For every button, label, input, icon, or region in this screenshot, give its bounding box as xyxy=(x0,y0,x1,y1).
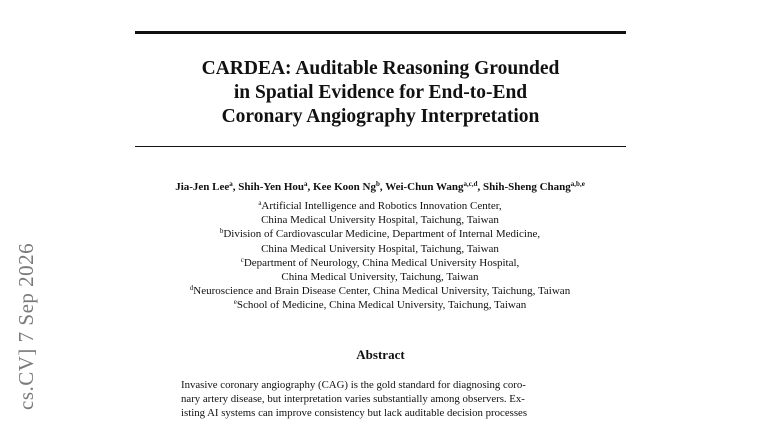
affiliation-line xyxy=(100,242,660,256)
affiliation-text: Neuroscience and Brain Disease Center, China Medical University, Taichung, Taiwan xyxy=(193,285,571,298)
affiliation-mark: b xyxy=(219,227,224,236)
abstract-line: isting AI systems can improve consistency but lack auditable decision processes xyxy=(181,407,528,420)
author-affil-mark: b xyxy=(375,180,380,188)
title-line: Coronary Angiography Interpretation xyxy=(221,106,540,127)
affiliation-line xyxy=(100,213,660,227)
affiliation-line xyxy=(100,284,660,298)
affiliation-text: China Medical University Hospital, Taichung, Taiwan xyxy=(261,242,499,255)
paper-title xyxy=(135,57,626,129)
affiliation-line xyxy=(100,256,660,270)
abstract-body xyxy=(181,378,581,421)
affiliation-line xyxy=(100,199,660,213)
affiliation-line xyxy=(100,227,660,241)
author-affil-mark: a,c,d xyxy=(463,180,478,188)
abstract-heading: Abstract xyxy=(356,347,405,362)
affiliation-mark: a xyxy=(258,199,262,207)
affiliation-text: China Medical University, Taichung, Taiwan xyxy=(281,271,479,284)
affiliation-list xyxy=(100,199,660,313)
affiliation-text: Department of Neurology, China Medical University Hospital, xyxy=(243,256,520,269)
affiliation-line xyxy=(100,270,660,284)
top-rule xyxy=(135,31,626,34)
abstract-line: Invasive coronary angiography (CAG) is the gold standard for diagnosing coro- xyxy=(181,379,526,391)
bottom-rule xyxy=(135,146,626,147)
affiliation-text: Division of Cardiovascular Medicine, Department of Internal Medicine, xyxy=(223,228,541,241)
author-separator: , xyxy=(307,181,314,193)
author-list xyxy=(100,180,660,194)
affiliation-text: China Medical University Hospital, Taichung, Taiwan xyxy=(261,214,499,227)
affiliation-line xyxy=(100,298,660,312)
affiliation-mark: d xyxy=(189,284,194,293)
title-line: CARDEA: Auditable Reasoning Grounded xyxy=(201,58,560,79)
author-name: Jia-Jen Lee xyxy=(175,181,230,193)
affiliation-text: Artificial Intelligence and Robotics Innovation Center, xyxy=(261,200,502,212)
affiliation-mark: e xyxy=(233,298,237,307)
author-affil-mark: a xyxy=(304,180,308,188)
author-name: Kee Koon Ng xyxy=(313,181,376,193)
author-name: Wei-Chun Wang xyxy=(385,181,464,193)
arxiv-identifier-stamp: cs.CV] 7 Sep 2026 xyxy=(14,242,38,410)
author-separator: , xyxy=(379,181,386,193)
author-name: Shih-Sheng Chang xyxy=(483,181,571,193)
title-line: in Spatial Evidence for End-to-End xyxy=(233,82,528,103)
author-separator: , xyxy=(232,181,239,193)
affiliation-mark: c xyxy=(240,255,244,264)
author-name: Shih-Yen Hou xyxy=(238,181,305,193)
author-affil-mark: a xyxy=(229,180,233,188)
author-affil-mark: a,b,e xyxy=(570,180,585,188)
author-separator: , xyxy=(477,181,484,193)
affiliation-text: School of Medicine, China Medical University, Taichung, Taiwan xyxy=(236,299,527,312)
abstract-line: nary artery disease, but interpretation varies substantially among observers. Ex- xyxy=(181,393,525,406)
